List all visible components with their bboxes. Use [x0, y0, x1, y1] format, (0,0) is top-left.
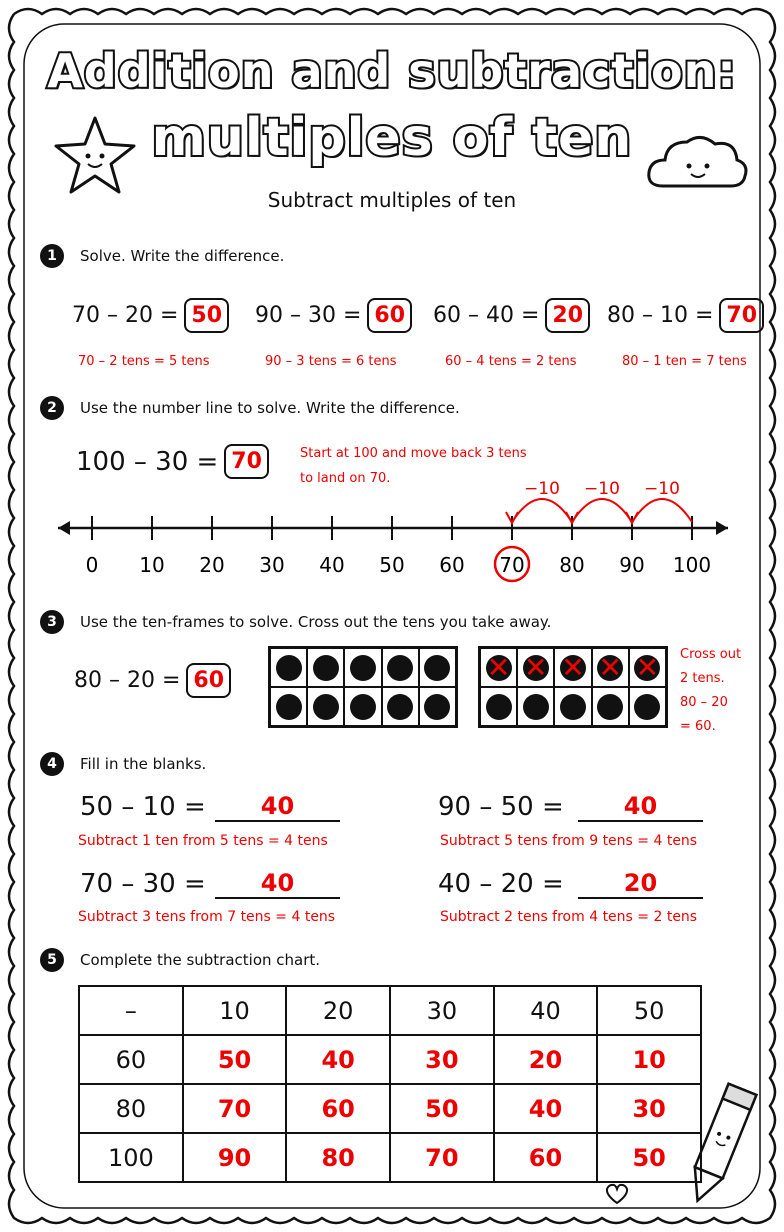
ten-frame-cell — [307, 687, 344, 726]
section-5-number: 5 — [40, 948, 64, 972]
section-3-number: 3 — [40, 610, 64, 634]
cross-out-mark: ✕ — [486, 650, 511, 684]
chart-cell: 40 — [286, 1035, 390, 1084]
blank-problem-2: 90 – 50 = — [438, 792, 564, 822]
jump-arc — [572, 499, 632, 522]
chart-row-label: 80 — [79, 1084, 183, 1133]
section-4-number: 4 — [40, 752, 64, 776]
problem-2: 90 – 30 = 60 — [255, 298, 412, 333]
counter-dot — [313, 655, 339, 681]
ten-frame-cell — [344, 648, 381, 687]
counter-dot — [424, 694, 450, 720]
section-4-instruction: Fill in the blanks. — [80, 755, 207, 773]
ten-frame-cell — [270, 687, 307, 726]
counter-dot — [276, 655, 302, 681]
chart-header-cell: 40 — [494, 986, 598, 1035]
problem-1-note: 70 – 2 tens = 5 tens — [78, 354, 210, 369]
ten-frame-note: Cross out 2 tens. 80 – 20 = 60. — [680, 647, 742, 734]
counter-dot — [523, 694, 549, 720]
blank-note-3: Subtract 3 tens from 7 tens = 4 tens — [78, 909, 336, 925]
answer-box: 60 — [367, 298, 412, 333]
chart-header-cell: 10 — [183, 986, 287, 1035]
ten-frame-cell — [382, 687, 419, 726]
section-1-instruction: Solve. Write the difference. — [80, 247, 285, 265]
answer-box: 20 — [545, 298, 590, 333]
blank-answer-2: 40 — [578, 792, 703, 822]
section-2-number: 2 — [40, 396, 64, 420]
number-line-label: 20 — [199, 553, 225, 577]
ten-frame-left — [268, 646, 458, 728]
section-5-instruction: Complete the subtraction chart. — [80, 951, 321, 969]
number-line-label: 10 — [139, 553, 165, 577]
counter-dot — [486, 694, 512, 720]
counter-dot — [313, 694, 339, 720]
blank-note-1: Subtract 1 ten from 5 tens = 4 tens — [78, 833, 328, 849]
number-line-label: 90 — [619, 553, 645, 577]
number-line-label: 60 — [439, 553, 465, 577]
counter-dot — [597, 694, 623, 720]
counter-dot — [634, 694, 660, 720]
ten-frame-cell — [480, 648, 517, 687]
number-line-label: 0 — [85, 553, 99, 577]
blank-answer-3: 40 — [215, 869, 340, 899]
ten-frame-cell — [307, 648, 344, 687]
chart-row — [79, 1084, 701, 1133]
ten-frame-cell — [517, 648, 554, 687]
counter-dot — [424, 655, 450, 681]
chart-row-label: 60 — [79, 1035, 183, 1084]
answer-box: 70 — [224, 444, 269, 479]
heart-icon — [604, 1182, 630, 1206]
ten-frame-cell — [592, 648, 629, 687]
counter-dot — [387, 655, 413, 681]
ten-frame-cell — [554, 687, 591, 726]
chart-cell: 60 — [494, 1133, 598, 1182]
problem-4: 80 – 10 = 70 — [607, 298, 764, 333]
counter-dot — [560, 694, 586, 720]
ten-frame-cell — [554, 648, 591, 687]
chart-cell: 50 — [597, 1133, 701, 1182]
ten-frame-cell — [629, 648, 666, 687]
chart-cell: 80 — [286, 1133, 390, 1182]
number-line-label: 30 — [259, 553, 285, 577]
number-line-label: 50 — [379, 553, 405, 577]
ten-frame-cell — [517, 687, 554, 726]
ten-frame-cell — [419, 648, 456, 687]
ten-frame-problem: 80 – 20 = 60 — [74, 663, 231, 698]
blank-problem-4: 40 – 20 = — [438, 869, 564, 899]
problem-4-note: 80 – 1 ten = 7 tens — [622, 354, 747, 369]
answer-box: 50 — [184, 298, 229, 333]
chart-cell: 10 — [597, 1035, 701, 1084]
answer-box: 70 — [719, 298, 764, 333]
page-subtitle: Subtract multiples of ten — [267, 188, 517, 212]
chart-header-cell: – — [79, 986, 183, 1035]
blank-problem-1: 50 – 10 = — [80, 792, 206, 822]
number-line-problem: 100 – 30 = 70 — [76, 444, 269, 479]
counter-dot — [276, 694, 302, 720]
number-line — [0, 470, 784, 590]
chart-row-label: 100 — [79, 1133, 183, 1182]
jump-label: −10 — [644, 479, 680, 499]
counter-dot — [350, 694, 376, 720]
blank-note-4: Subtract 2 tens from 4 tens = 2 tens — [440, 909, 698, 925]
number-line-label: 70 — [499, 553, 525, 577]
problem-2-note: 90 – 3 tens = 6 tens — [265, 354, 397, 369]
chart-header-row — [79, 986, 701, 1035]
chart-header-cell: 50 — [597, 986, 701, 1035]
ten-frame-cell — [480, 687, 517, 726]
blank-answer-1: 40 — [215, 792, 340, 822]
answer-box: 60 — [186, 663, 231, 698]
chart-cell: 40 — [494, 1084, 598, 1133]
ten-frame-cell — [344, 687, 381, 726]
problem-3: 60 – 40 = 20 — [433, 298, 590, 333]
chart-cell: 20 — [494, 1035, 598, 1084]
blank-answer-4: 20 — [578, 869, 703, 899]
chart-row — [79, 1035, 701, 1084]
jump-arc — [512, 499, 572, 522]
page-title-line2: multiples of ten — [151, 108, 633, 168]
counter-dot — [387, 694, 413, 720]
ten-frame-cell — [592, 687, 629, 726]
jump-label: −10 — [524, 479, 560, 499]
page-title-line1: Addition and subtraction: — [47, 44, 737, 98]
ten-frame-cell — [419, 687, 456, 726]
blank-note-2: Subtract 5 tens from 9 tens = 4 tens — [440, 833, 698, 849]
jump-label: −10 — [584, 479, 620, 499]
chart-cell: 60 — [286, 1084, 390, 1133]
chart-cell: 30 — [597, 1084, 701, 1133]
number-line-note-2: to land on 70. — [300, 471, 391, 486]
section-3-instruction: Use the ten-frames to solve. Cross out the tens you take away. — [80, 613, 552, 631]
section-1-number: 1 — [40, 244, 64, 268]
cross-out-mark: ✕ — [635, 650, 660, 684]
number-line-label: 100 — [672, 553, 712, 577]
chart-cell: 30 — [390, 1035, 494, 1084]
counter-dot — [350, 655, 376, 681]
chart-cell: 50 — [390, 1084, 494, 1133]
cross-out-mark: ✕ — [598, 650, 622, 684]
blank-problem-3: 70 – 30 = — [80, 869, 206, 899]
chart-cell: 90 — [183, 1133, 287, 1182]
ten-frame-cell — [382, 648, 419, 687]
jump-arc — [632, 499, 692, 522]
number-line-label: 80 — [559, 553, 585, 577]
subtraction-chart — [78, 985, 702, 1183]
cross-out-mark: ✕ — [524, 650, 548, 684]
problem-3-note: 60 – 4 tens = 2 tens — [445, 354, 577, 369]
ten-frame-cell — [270, 648, 307, 687]
chart-header-cell: 20 — [286, 986, 390, 1035]
number-line-label: 40 — [319, 553, 345, 577]
ten-frame-right — [478, 646, 668, 728]
chart-row — [79, 1133, 701, 1182]
chart-cell: 50 — [183, 1035, 287, 1084]
cross-out-mark: ✕ — [561, 650, 585, 684]
section-2-instruction: Use the number line to solve. Write the difference. — [80, 399, 460, 417]
number-line-note-1: Start at 100 and move back 3 tens — [300, 446, 527, 461]
chart-cell: 70 — [183, 1084, 287, 1133]
chart-cell: 70 — [390, 1133, 494, 1182]
chart-header-cell: 30 — [390, 986, 494, 1035]
ten-frame-cell — [629, 687, 666, 726]
problem-1: 70 – 20 = 50 — [72, 298, 229, 333]
